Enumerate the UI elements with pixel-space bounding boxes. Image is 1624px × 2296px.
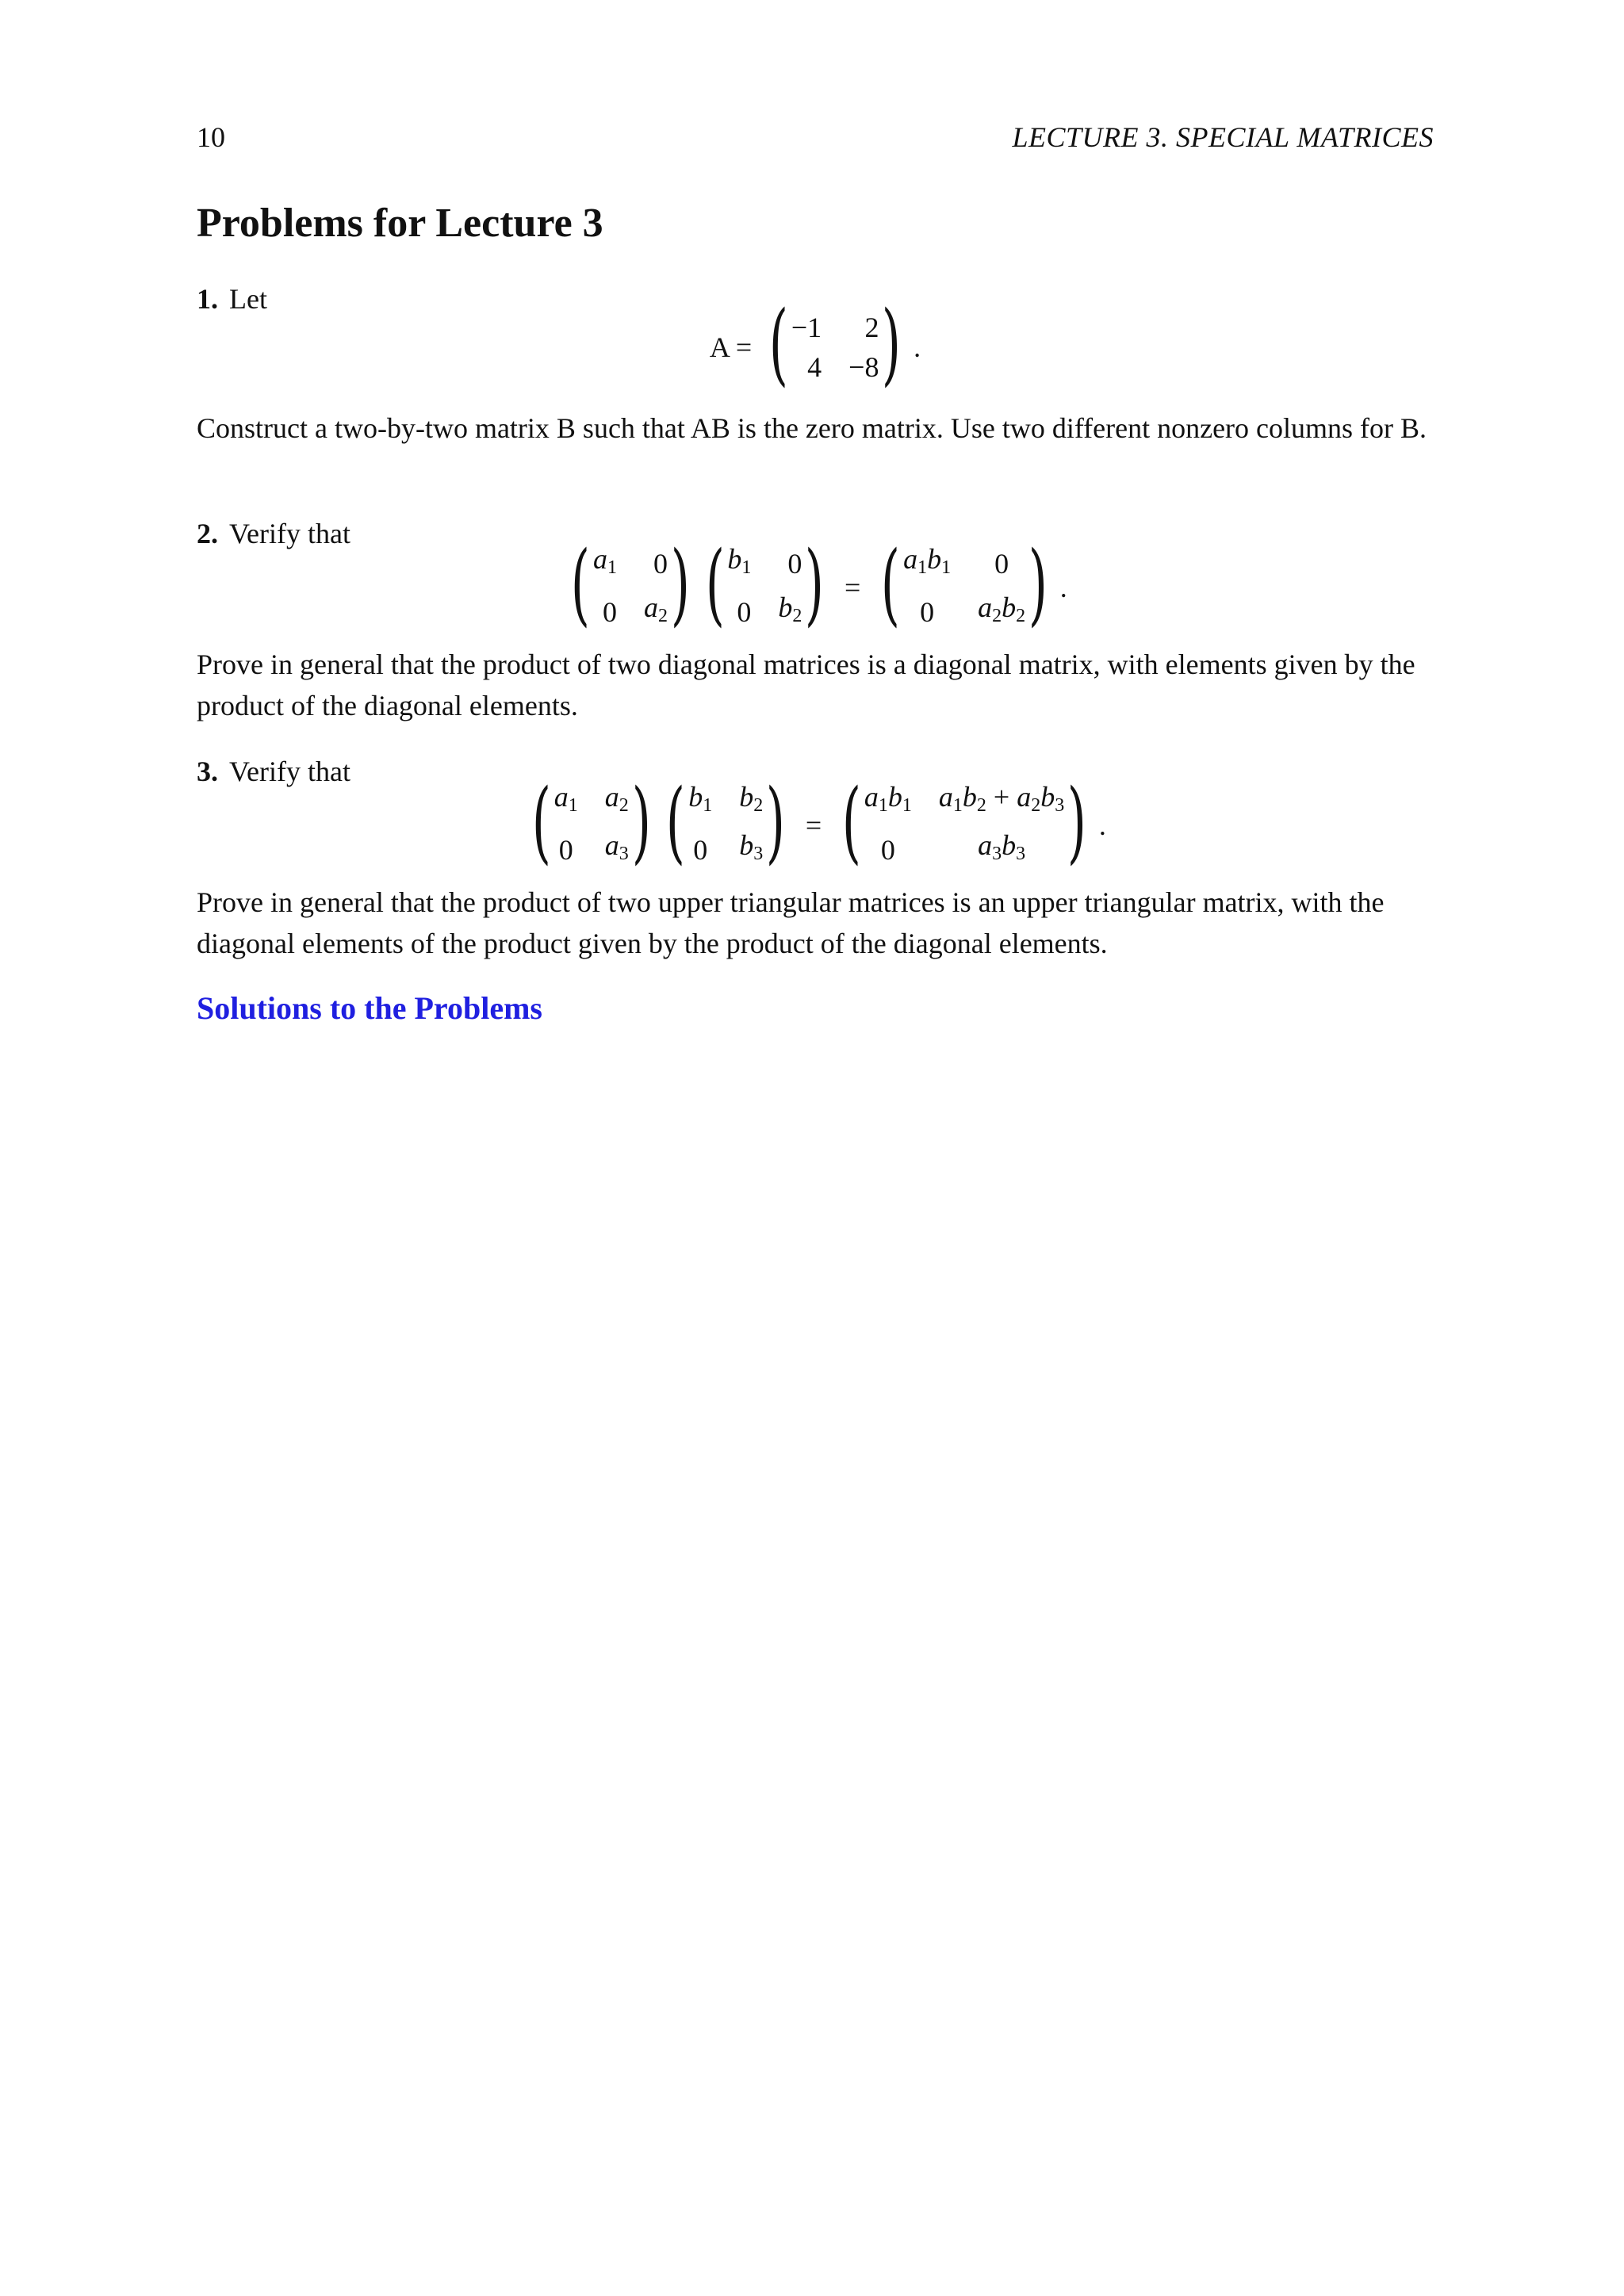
- matrix-grid: [864, 779, 1064, 872]
- solutions-link[interactable]: Solutions to the Problems: [197, 990, 542, 1026]
- page-header: [197, 121, 1434, 160]
- page-number: 10: [197, 121, 225, 153]
- matrix-grid: [727, 541, 802, 634]
- matrix-cell: 0: [994, 547, 1009, 580]
- left-paren: (: [666, 771, 686, 874]
- equation-period: .: [914, 331, 921, 363]
- matrix-cell: $b_1$: [688, 781, 713, 816]
- section-title: Problems for Lecture 3: [197, 201, 603, 246]
- problem-intro-text: Let: [229, 283, 267, 315]
- right-paren: ): [805, 533, 825, 636]
- matrix-cell: −8: [848, 351, 879, 383]
- matrix-cell: −1: [791, 312, 822, 343]
- matrix-cell: 0: [920, 595, 935, 628]
- matrix-cell: $a_1b_1$: [903, 543, 952, 578]
- left-paren: (: [571, 533, 591, 636]
- matrix-cell: 0: [693, 833, 708, 866]
- equals-sign: =: [845, 572, 861, 603]
- matrix-cell: $b_3$: [739, 829, 764, 864]
- matrix-grid: [903, 541, 1025, 634]
- matrix-cell: 0: [880, 833, 895, 866]
- left-paren: (: [705, 533, 725, 636]
- matrix-grid: [593, 541, 668, 634]
- matrix-upper-b: [663, 771, 787, 874]
- matrix-cell: 0: [602, 595, 617, 628]
- problem-2-text: Prove in general that the product of two diagonal matrices is a diagonal matrix, with elements given by the product of the diagonal elements.: [197, 649, 1415, 721]
- equation-period: .: [1059, 572, 1067, 603]
- equation-period: .: [1098, 809, 1106, 841]
- matrix-cell: 0: [787, 547, 802, 580]
- matrix-grid: [791, 309, 879, 385]
- matrix-a: [766, 293, 904, 396]
- running-head: LECTURE 3. SPECIAL MATRICES: [1012, 121, 1434, 153]
- equals-sign: =: [805, 809, 822, 841]
- right-paren: ): [631, 771, 651, 874]
- problem-number: 3.: [197, 756, 218, 787]
- matrix-cell: 2: [864, 312, 879, 343]
- matrix-cell: $a_2$: [643, 591, 668, 626]
- right-paren: ): [670, 533, 690, 636]
- left-paren: (: [768, 293, 789, 396]
- matrix-cell: 0: [737, 595, 752, 628]
- matrix-cell: 0: [653, 547, 668, 580]
- matrix-cell: $a_1b_1$: [864, 781, 912, 816]
- matrix-cell: $b_2$: [778, 591, 802, 626]
- right-paren: ): [1028, 533, 1048, 636]
- problem-3-text: Prove in general that the product of two upper triangular matrices is an upper triangular matrix, with the diagonal elements of the product given by the product of the diagonal elements.: [197, 886, 1385, 959]
- problem-number: 1.: [197, 283, 218, 315]
- left-paren: (: [842, 771, 862, 874]
- problem-intro-text: Verify that: [229, 756, 350, 787]
- matrix-a-label: A =: [709, 331, 753, 363]
- matrix-cell: $a_3b_3$: [978, 829, 1026, 864]
- matrix-cell: $a_1b_2 + a_2b_3$: [938, 781, 1065, 816]
- matrix-cell: $a_3$: [604, 829, 629, 864]
- right-paren: ): [766, 771, 786, 874]
- matrix-cell: 0: [558, 833, 573, 866]
- matrix-upper-a: [529, 771, 653, 874]
- matrix-cell: $b_1$: [727, 543, 752, 578]
- matrix-grid: [554, 779, 629, 872]
- right-paren: ): [1067, 771, 1087, 874]
- matrix-diag-b: [703, 533, 827, 636]
- matrix-cell: 4: [807, 351, 822, 383]
- left-paren: (: [881, 533, 901, 636]
- matrix-cell: $a_1$: [592, 543, 617, 578]
- matrix-cell: $a_2$: [604, 781, 629, 816]
- matrix-cell: $a_1$: [553, 781, 578, 816]
- problem-1-text: Construct a two-by-two matrix B such that AB is the zero matrix. Use two different nonzero columns for B.: [197, 412, 1427, 444]
- problem-number: 2.: [197, 518, 218, 549]
- matrix-diag-a: [568, 533, 692, 636]
- matrix-cell: $a_2b_2$: [978, 591, 1026, 626]
- matrix-cell: $b_2$: [739, 781, 764, 816]
- left-paren: (: [531, 771, 551, 874]
- matrix-upper-product: [839, 771, 1090, 874]
- right-paren: ): [882, 293, 902, 396]
- problem-intro-text: Verify that: [229, 518, 350, 549]
- matrix-grid: [688, 779, 763, 872]
- matrix-diag-product: [878, 533, 1050, 636]
